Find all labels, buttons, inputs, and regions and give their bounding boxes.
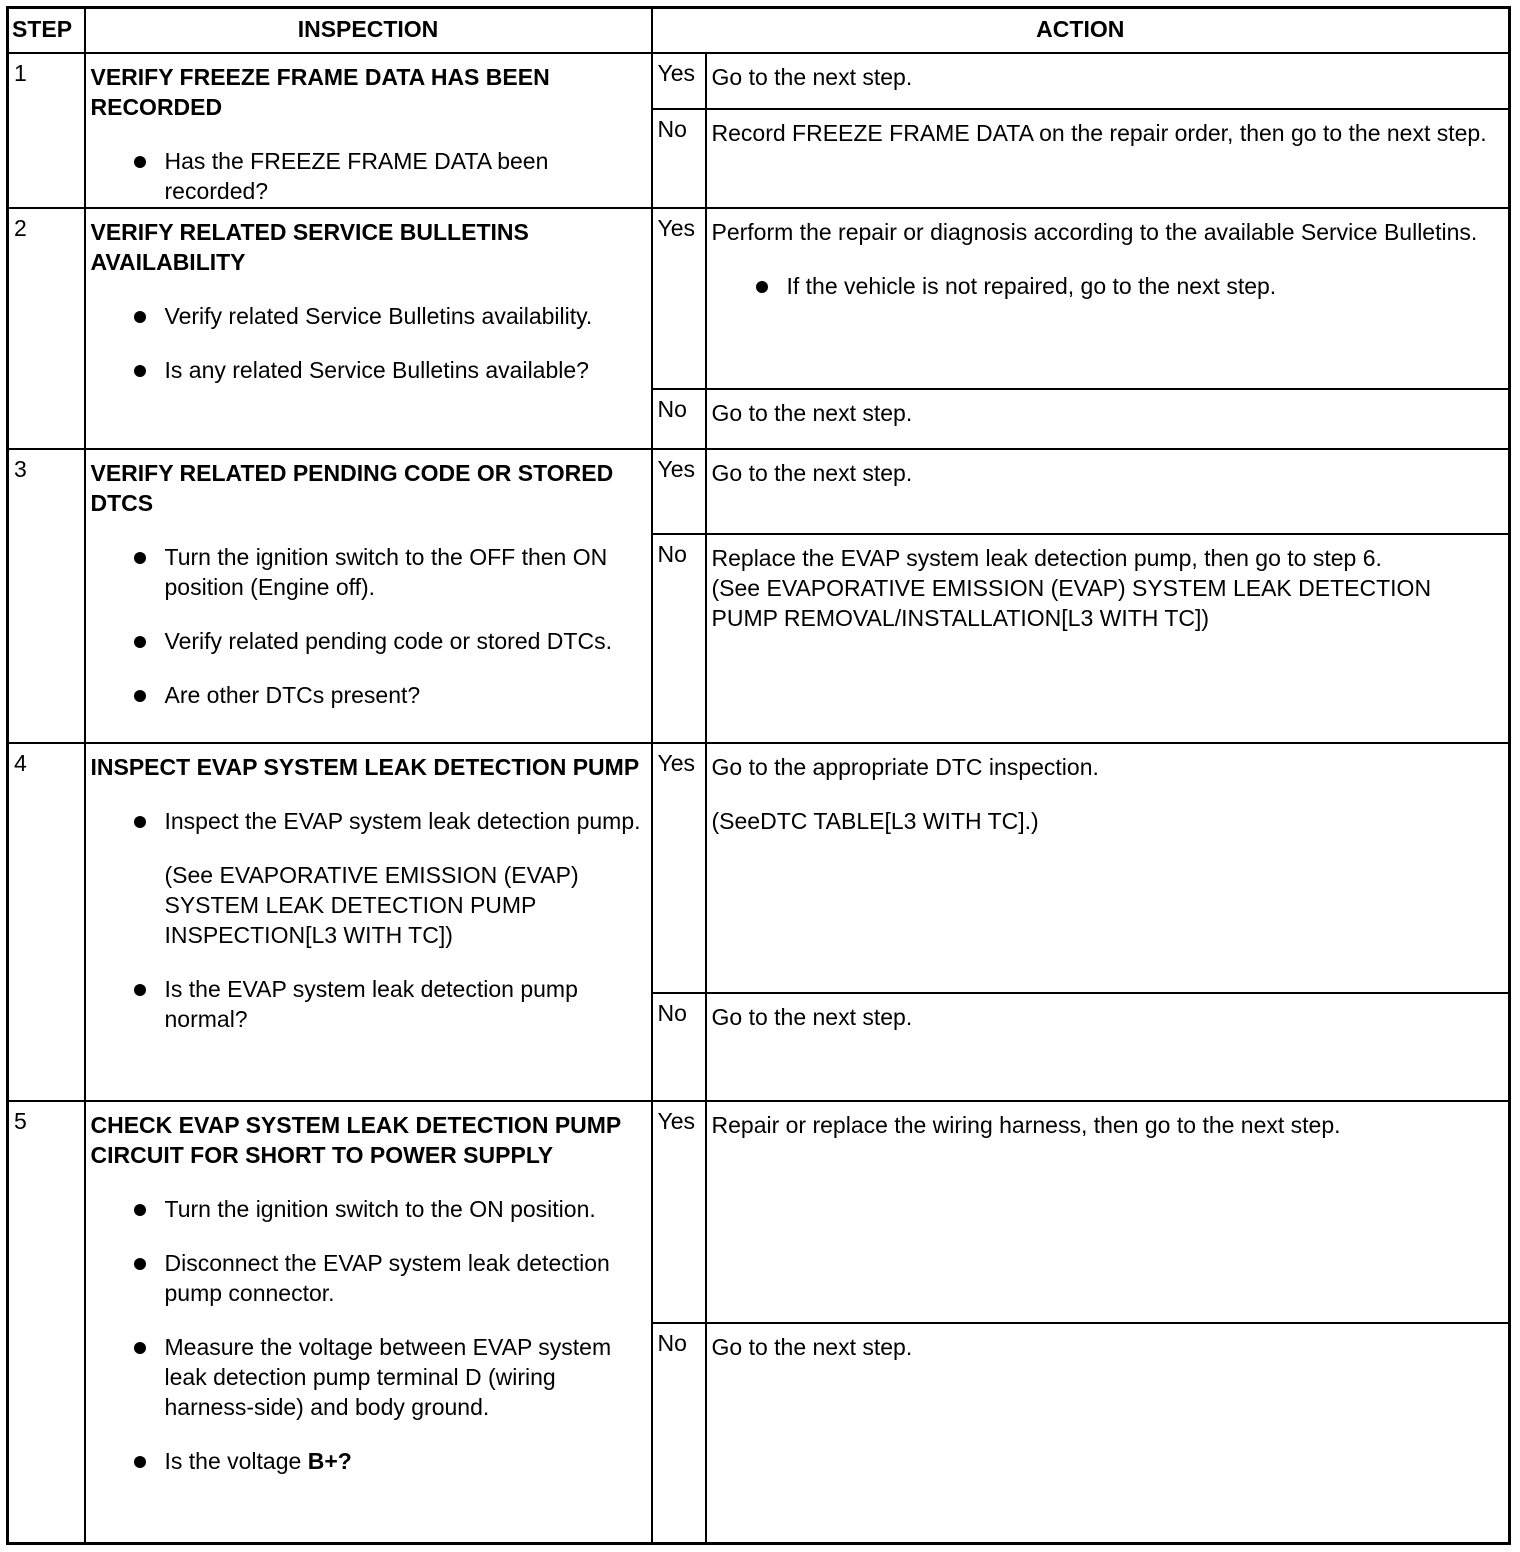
step-3-yes-row — [8, 449, 1510, 534]
action-bullet: If the vehicle is not repaired, go to the next step. — [787, 271, 1504, 301]
action-text: Record FREEZE FRAME DATA on the repair order, then go to the next step. — [711, 120, 1487, 146]
inspection-bullet — [165, 806, 646, 950]
inspection-cell — [85, 208, 652, 449]
step-2-yes-row — [8, 208, 1510, 389]
step-number: 5 — [8, 1101, 85, 1544]
inspection-bullet-text: Inspect the EVAP system leak detection pump. — [164, 808, 641, 834]
inspection-cell — [85, 53, 652, 208]
inspection-title: VERIFY FREEZE FRAME DATA HAS BEEN RECORDED — [90, 64, 550, 120]
action-yes — [706, 53, 1510, 109]
inspection-cell — [85, 449, 652, 743]
inspection-bullet-text: Is the voltage — [164, 1448, 308, 1474]
action-no — [706, 534, 1510, 743]
yes-label: Yes — [652, 1101, 706, 1323]
action-text: Perform the repair or diagnosis according to the available Service Bulletins. — [711, 219, 1478, 245]
step-number: 1 — [8, 53, 85, 208]
inspection-title: INSPECT EVAP SYSTEM LEAK DETECTION PUMP — [90, 754, 640, 780]
action-yes — [706, 449, 1510, 534]
header-inspection: INSPECTION — [85, 8, 652, 54]
step-1-yes-row — [8, 53, 1510, 109]
inspection-bullet: Disconnect the EVAP system leak detection pump connector. — [165, 1248, 646, 1308]
action-no — [706, 389, 1510, 449]
inspection-bullets — [91, 146, 646, 206]
step-number: 4 — [8, 743, 85, 1101]
yes-label: Yes — [652, 208, 706, 389]
action-text: Go to the next step. — [711, 400, 913, 426]
inspection-bullets — [91, 1194, 646, 1476]
inspection-bullets — [91, 301, 646, 385]
inspection-bullet: Are other DTCs present? — [165, 680, 646, 710]
action-yes — [706, 743, 1510, 993]
inspection-bullet: Is the EVAP system leak detection pump normal? — [165, 974, 646, 1034]
no-label: No — [652, 389, 706, 449]
no-label: No — [652, 534, 706, 743]
inspection-reference: (See EVAPORATIVE EMISSION (EVAP) SYSTEM LEAK DETECTION PUMP INSPECTION[L3 WITH TC]) — [164, 862, 579, 948]
action-text: Go to the next step. — [711, 1334, 913, 1360]
inspection-title: CHECK EVAP SYSTEM LEAK DETECTION PUMP CIRCUIT FOR SHORT TO POWER SUPPLY — [90, 1112, 621, 1168]
no-label: No — [652, 993, 706, 1101]
inspection-bullet: Is any related Service Bulletins available? — [165, 355, 646, 385]
action-no — [706, 1323, 1510, 1544]
step-5-yes-row — [8, 1101, 1510, 1323]
inspection-cell — [85, 743, 652, 1101]
yes-label: Yes — [652, 743, 706, 993]
action-yes — [706, 1101, 1510, 1323]
action-text — [712, 543, 1504, 633]
header-step: STEP — [8, 8, 85, 54]
action-text: Go to the next step. — [711, 460, 913, 486]
inspection-bullet-emphasis: B+? — [307, 1448, 352, 1474]
action-no — [706, 109, 1510, 208]
yes-label: Yes — [652, 449, 706, 534]
inspection-title: VERIFY RELATED PENDING CODE OR STORED DTCS — [90, 460, 614, 516]
inspection-bullet: Verify related Service Bulletins availability. — [165, 301, 646, 331]
yes-label: Yes — [652, 53, 706, 109]
action-text: Go to the appropriate DTC inspection. — [711, 754, 1099, 780]
action-yes — [706, 208, 1510, 389]
inspection-bullet: Turn the ignition switch to the OFF then ON position (Engine off). — [165, 542, 646, 602]
no-label: No — [652, 109, 706, 208]
no-label: No — [652, 1323, 706, 1544]
inspection-bullet: Verify related pending code or stored DTCs. — [165, 626, 646, 656]
action-text: Go to the next step. — [711, 64, 913, 90]
diagnostic-procedure-table — [6, 6, 1511, 1545]
action-no — [706, 993, 1510, 1101]
inspection-bullets — [91, 542, 646, 710]
step-4-yes-row — [8, 743, 1510, 993]
header-row — [8, 8, 1510, 54]
step-number: 3 — [8, 449, 85, 743]
action-bullets — [712, 271, 1504, 301]
action-text: Repair or replace the wiring harness, then go to the next step. — [711, 1112, 1341, 1138]
inspection-bullet: Turn the ignition switch to the ON position. — [165, 1194, 646, 1224]
action-text: Go to the next step. — [711, 1004, 913, 1030]
action-text-line: Replace the EVAP system leak detection pump, then go to step 6. — [711, 545, 1382, 571]
action-reference: (SeeDTC TABLE[L3 WITH TC].) — [711, 808, 1039, 834]
inspection-bullet: Measure the voltage between EVAP system leak detection pump terminal D (wiring harness-side) and body ground. — [165, 1332, 646, 1422]
inspection-cell — [85, 1101, 652, 1544]
inspection-bullet — [165, 1446, 646, 1476]
header-action: ACTION — [652, 8, 1510, 54]
action-reference: (See EVAPORATIVE EMISSION (EVAP) SYSTEM LEAK DETECTION PUMP REMOVAL/INSTALLATION[L3 WITH TC]) — [711, 575, 1432, 631]
step-number: 2 — [8, 208, 85, 449]
inspection-title: VERIFY RELATED SERVICE BULLETINS AVAILABILITY — [90, 219, 529, 275]
inspection-bullets — [91, 806, 646, 1034]
inspection-bullet: Has the FREEZE FRAME DATA been recorded? — [165, 146, 646, 206]
